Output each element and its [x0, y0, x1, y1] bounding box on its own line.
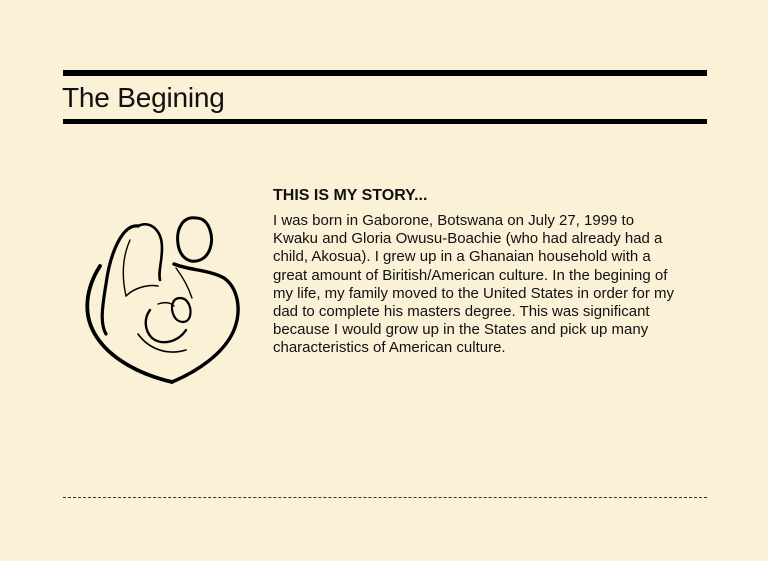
family-icon [78, 206, 246, 386]
story-section [273, 186, 683, 358]
dashed-divider [63, 497, 707, 498]
story-heading: THIS IS MY STORY... [273, 187, 428, 204]
title-bottom-rule [63, 119, 707, 124]
title-top-rule [63, 70, 707, 76]
story-paragraph: I was born in Gaborone, Botswana on July 27, 1999 to Kwaku and Gloria Owusu-Boachie (who had already had a child, Akosua). I grew up in a Ghanaian household with a great amount of Biritish/American culture. In the begining of my life, my family moved to the United States in order for my dad to complete his masters degree. This was significant because I would grow up in the States and pick up many characteristics of American culture. [273, 212, 674, 357]
page-title: The Begining [62, 82, 225, 113]
